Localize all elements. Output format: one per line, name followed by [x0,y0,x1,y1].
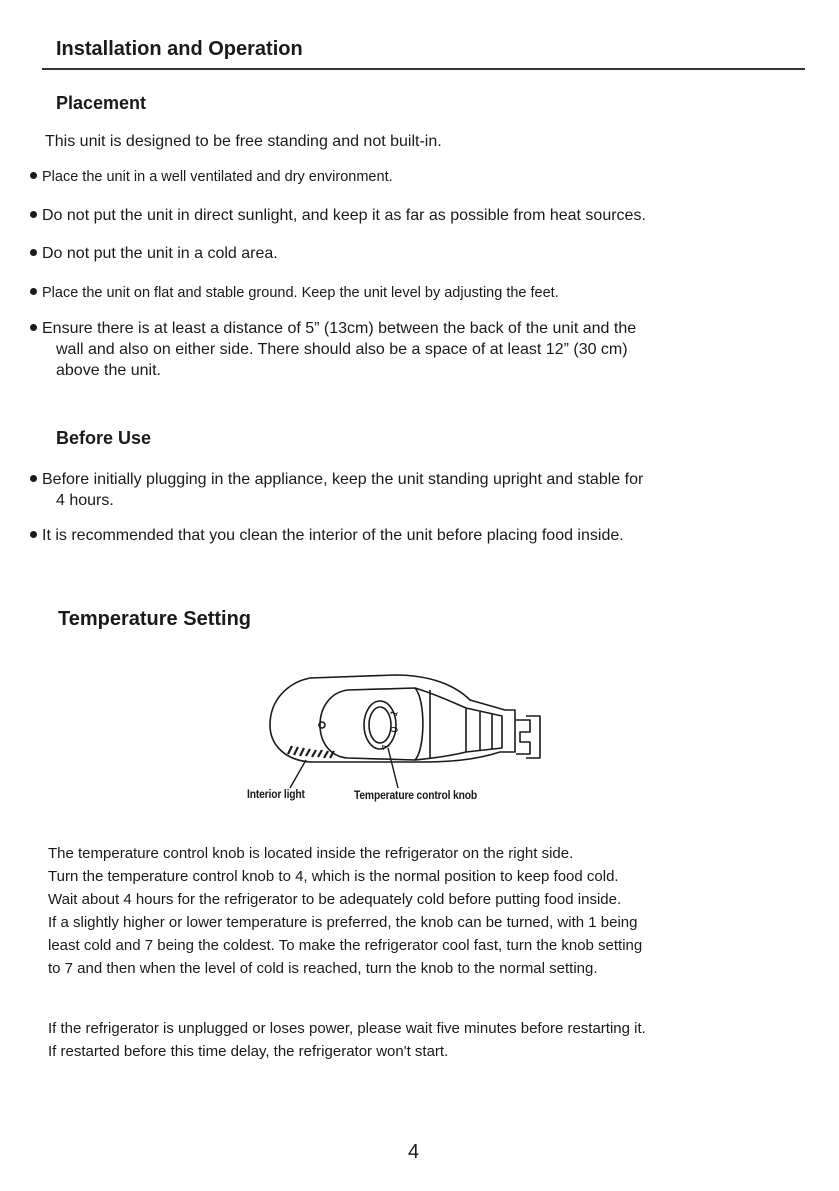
list-item: Before initially plugging in the appliance, keep the unit standing upright and stable for 4 hours. [30,469,805,511]
dial-mark-1: 1 [388,709,401,719]
section-title-placement: Placement [56,93,147,113]
bullet-icon [30,531,37,538]
list-item: Do not put the unit in a cold area. [30,243,805,264]
light-leader-line [290,760,306,788]
page-number: 4 [408,1141,420,1163]
bullet-icon [30,211,37,218]
knob-leader-line [388,748,398,788]
bullet-icon [30,249,37,256]
bullet-icon [30,324,37,331]
temperature-instructions: The temperature control knob is located inside the refrigerator on the right side. Turn the temperature control knob to 4, which is the normal position to keep food cold. Wait about 4 hours for the refrigerator to be adequately cold before putting food inside. If a slightly higher or lower temperature is preferred, the knob can be turned, with 1 being least cold and 7 being the coldest. To make the refrigerator cool fast, turn the knob setting to 7 and then when the level of cold is reached, turn the knob to the normal setting. [48,845,643,977]
section-title-temperature: Temperature Setting [58,608,251,630]
list-item: Place the unit on flat and stable ground. Keep the unit level by adjusting the feet. [30,283,805,304]
bullet-icon [30,288,37,295]
bullet-icon [30,172,37,179]
figure-label-interior-light: Interior light [247,787,305,801]
heading-divider [42,68,805,70]
list-item: Place the unit in a well ventilated and dry environment. [30,167,805,188]
figure-label-temperature-knob: Temperature control knob [354,788,477,802]
dial-mark-0: 0 [389,726,401,734]
placement-intro: This unit is designed to be free standing and not built-in. [45,133,442,150]
page-title: Installation and Operation [56,38,303,60]
section-title-before-use: Before Use [56,428,152,448]
list-item: Do not put the unit in direct sunlight, and keep it as far as possible from heat sources. [30,205,805,226]
list-item: Ensure there is at least a distance of 5” (13cm) between the back of the unit and the wall and also on either side. There should also be a space of at least 12” (30 cm) above the unit. [30,318,805,381]
dial-mark-7: 7 [380,741,393,751]
housing-outline [270,678,345,762]
list-item: It is recommended that you clean the interior of the unit before placing food inside. [30,525,805,546]
bullet-icon [30,475,37,482]
power-loss-note: If the refrigerator is unplugged or loses power, please wait five minutes before restarting it. If restarted before this time delay, the refrigerator won't start. [48,1020,646,1060]
